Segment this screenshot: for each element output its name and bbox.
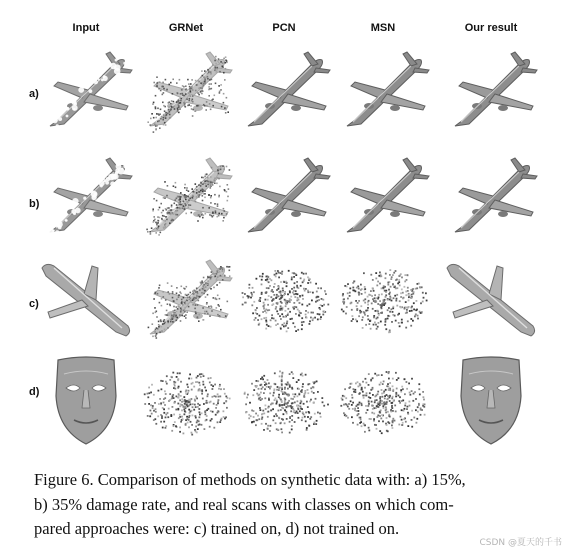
result-image-d-pcn	[234, 352, 334, 448]
result-image-c-pcn	[234, 250, 334, 346]
result-image-b-grnet	[136, 148, 236, 244]
result-image-a-pcn	[234, 42, 334, 138]
result-image-d-grnet	[136, 352, 236, 448]
result-image-b-our-result	[441, 148, 541, 244]
result-image-b-pcn	[234, 148, 334, 244]
column-header-our-result: Our result	[464, 22, 518, 34]
column-header-msn: MSN	[370, 22, 396, 34]
result-image-a-grnet	[136, 42, 236, 138]
result-image-d-input	[36, 352, 136, 448]
result-image-c-our-result	[441, 250, 541, 346]
result-image-a-our-result	[441, 42, 541, 138]
caption-line-3: pared approaches were: c) trained on, d) not trained on.	[34, 519, 400, 538]
result-image-c-grnet	[136, 250, 236, 346]
row-label-c: c)	[29, 298, 39, 310]
row-label-d: d)	[29, 386, 40, 398]
row-label-a: a)	[29, 88, 39, 100]
result-image-c-input	[36, 250, 136, 346]
figure-caption	[34, 468, 559, 542]
result-image-a-input	[36, 42, 136, 138]
result-image-a-msn	[333, 42, 433, 138]
caption-line-1: Figure 6. Comparison of methods on synthetic data with: a) 15%,	[34, 470, 466, 489]
watermark: CSDN @夏天的千书	[479, 538, 562, 548]
result-image-b-msn	[333, 148, 433, 244]
caption-line-2: b) 35% damage rate, and real scans with classes on which com-	[34, 494, 454, 514]
column-header-grnet: GRNet	[168, 22, 204, 34]
row-label-b: b)	[29, 198, 40, 210]
column-header-input: Input	[72, 22, 100, 34]
result-image-c-msn	[333, 250, 433, 346]
result-image-d-msn	[333, 352, 433, 448]
result-image-b-input	[36, 148, 136, 244]
column-header-pcn: PCN	[272, 22, 296, 34]
result-image-d-our-result	[441, 352, 541, 448]
